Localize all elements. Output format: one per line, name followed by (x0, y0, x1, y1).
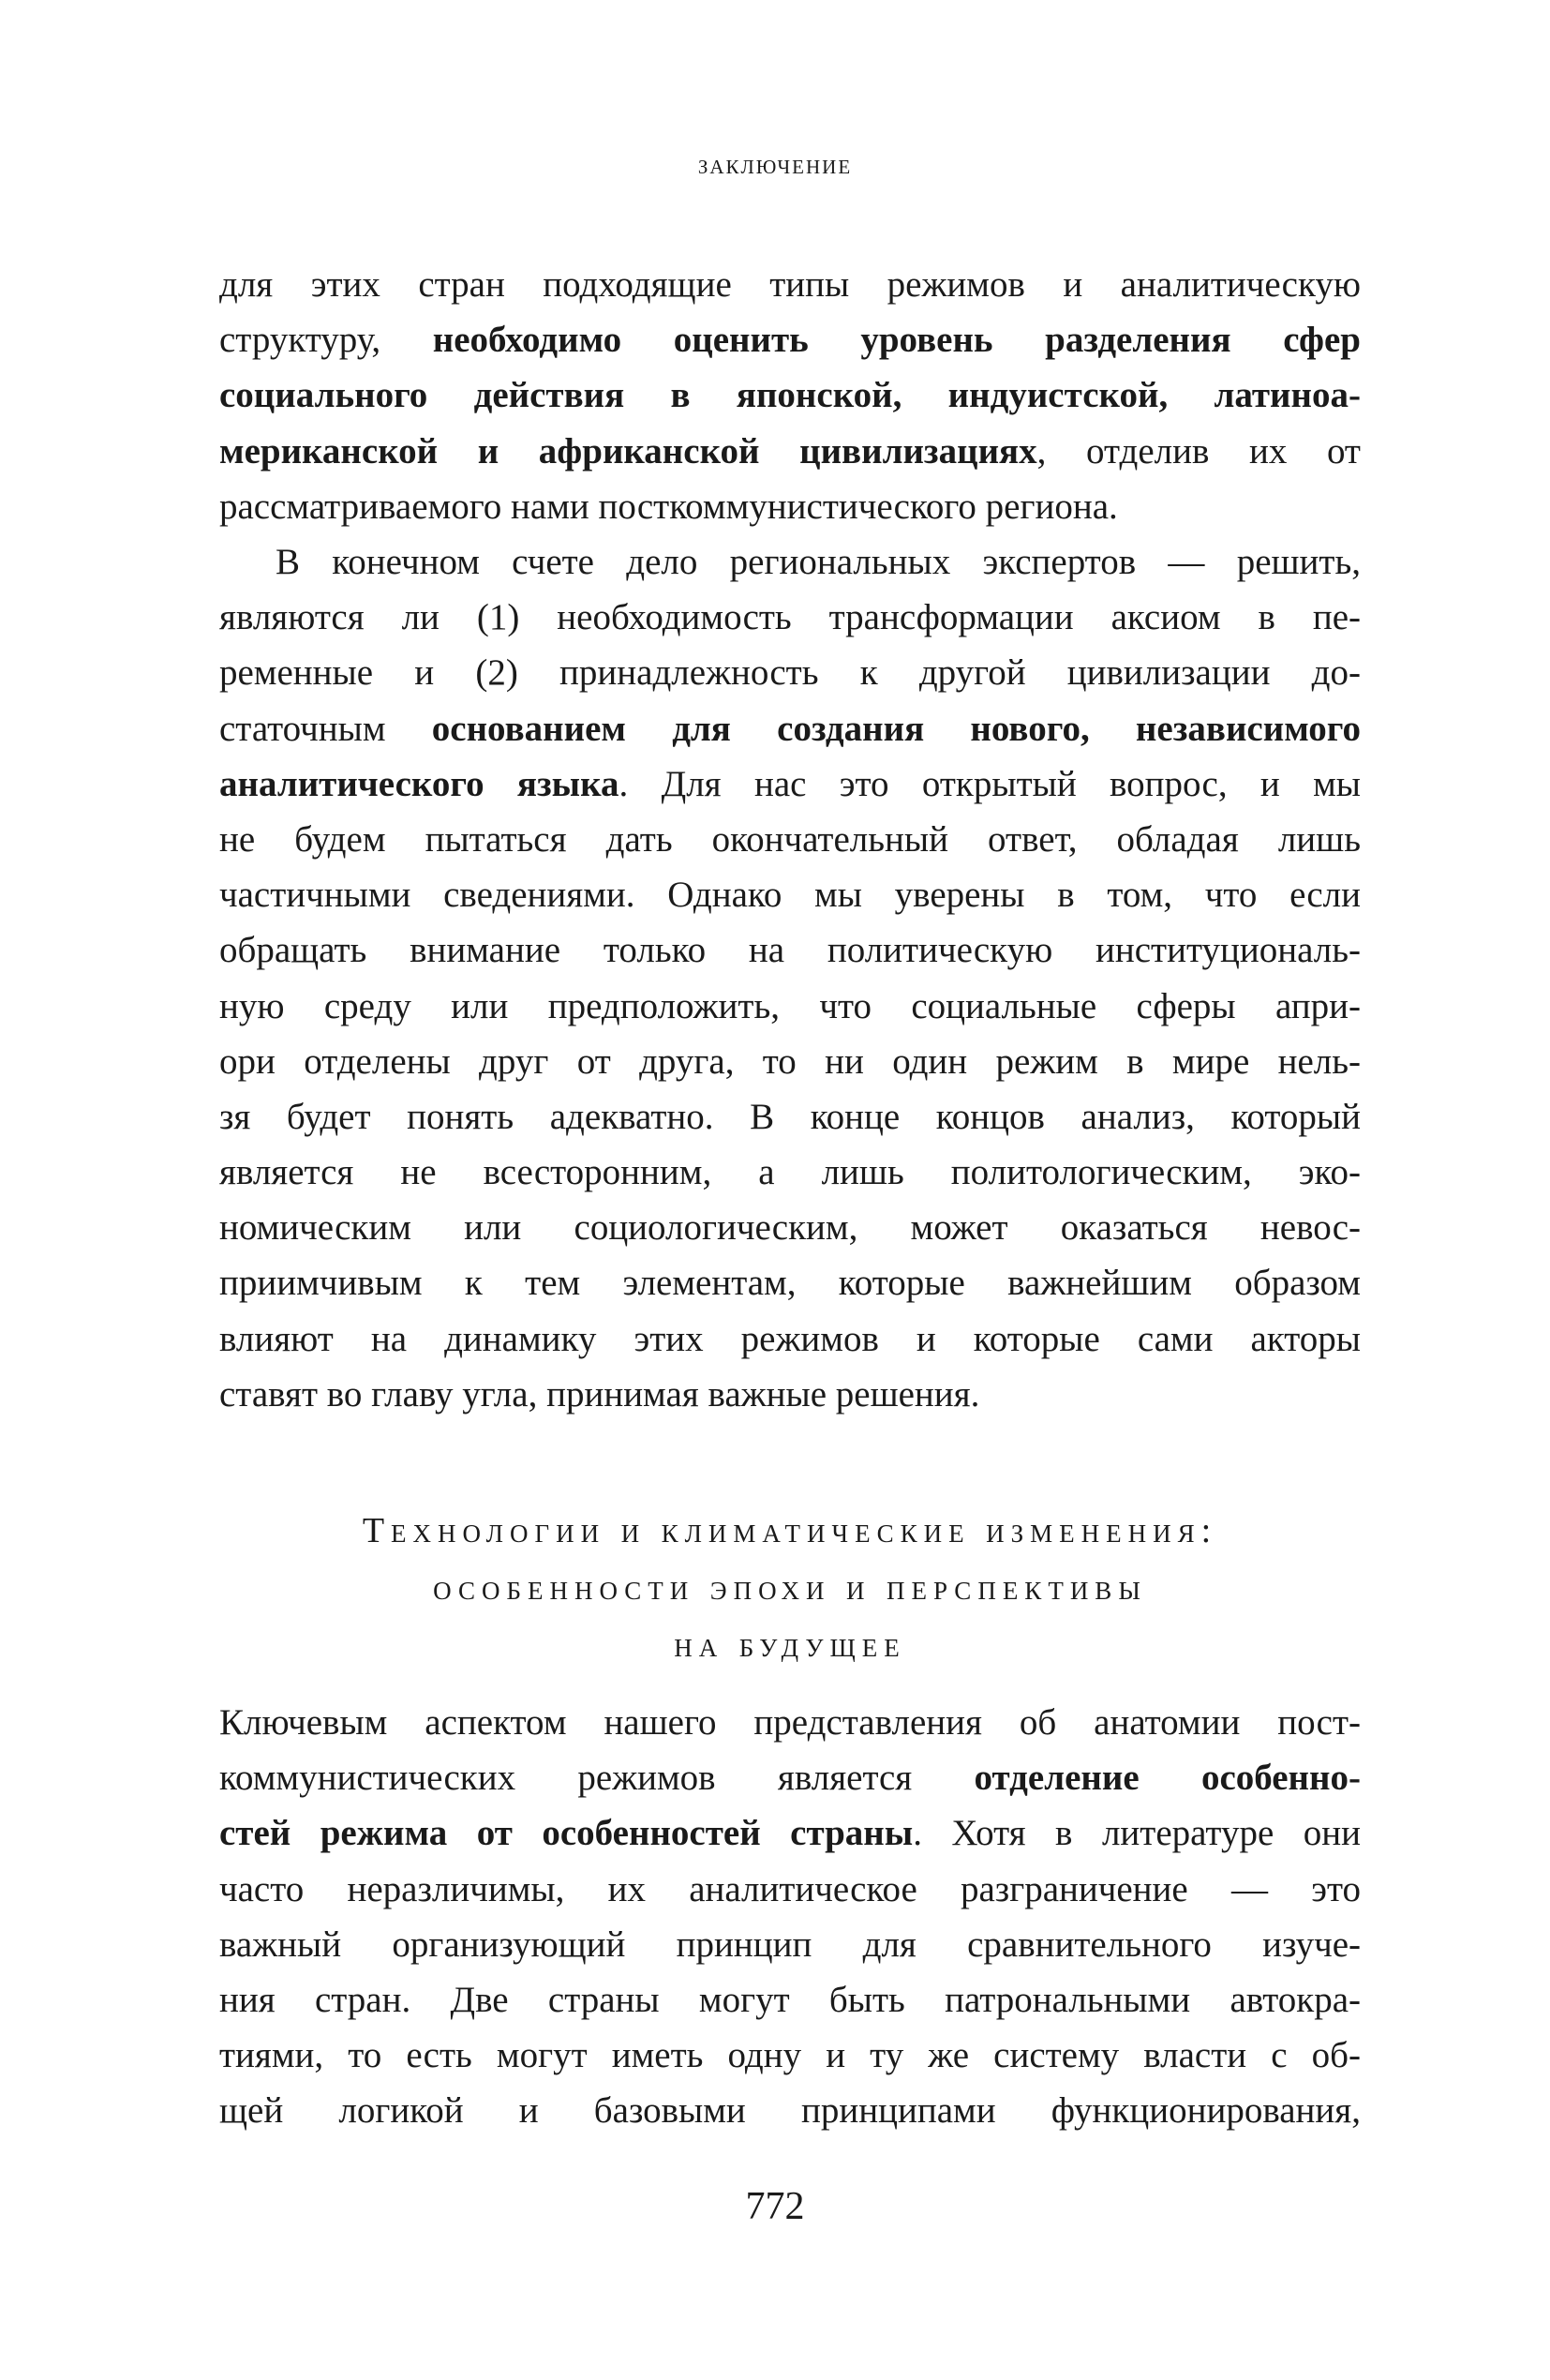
text-line (219, 1862, 1361, 1917)
text-run: ставят во главу угла, принимая важные решения. (219, 1373, 980, 1415)
text-line (219, 922, 1361, 978)
text-run: тиями, то есть могут иметь одну и ту же систему власти с об- (219, 2035, 1361, 2076)
section-heading-line: Технологии и климатические изменения: (362, 1511, 1218, 1550)
bold-text: аналитического языка (219, 763, 619, 804)
text-run: приимчивым к тем элементам, которые важнейшим образом (219, 1263, 1361, 1304)
text-run: частичными сведениями. Однако мы уверены в том, что если (219, 875, 1361, 916)
text-run: статочным (219, 708, 432, 749)
text-line (219, 1311, 1361, 1367)
text-line (219, 645, 1361, 700)
text-line (219, 1972, 1361, 2028)
text-line (219, 1805, 1361, 1861)
text-line (219, 812, 1361, 867)
text-run: часто неразличимы, их аналитическое разграничение — это (219, 1868, 1361, 1909)
text-line (219, 979, 1361, 1034)
section-heading-line: на будущее (674, 1625, 906, 1665)
text-line (219, 1034, 1361, 1089)
text-run: рассматриваемого нами посткоммунистического региона. (219, 486, 1118, 527)
bold-text: мериканской и африканской цивилизациях (219, 430, 1037, 472)
bold-text: социального действия в японской, индуистской, латиноа- (219, 375, 1361, 416)
text-run: ременные и (2) принадлежность к другой цивилизации до- (219, 652, 1361, 694)
running-head: ЗАКЛЮЧЕНИЕ (697, 156, 853, 178)
text-run: являются ли (1) необходимость трансформации аксиом в пе- (219, 597, 1361, 638)
text-run: Ключевым аспектом нашего представления об анатомии пост- (219, 1702, 1361, 1743)
text-run: щей логикой и базовыми принципами функционирования, (219, 2090, 1361, 2132)
text-run: является не всесторонним, а лишь политологическим, эко- (219, 1152, 1361, 1193)
text-line (219, 367, 1361, 423)
page-number: 772 (745, 2185, 805, 2228)
text-line (219, 701, 1361, 756)
text-line (219, 1145, 1361, 1200)
text-line (219, 2028, 1361, 2083)
text-run: не будем пытаться дать окончательный ответ, обладая лишь (219, 818, 1361, 860)
paragraph-1 (219, 257, 1361, 534)
text-run: ния стран. Две страны могут быть патрональными автокра- (219, 1979, 1361, 2020)
text-line (219, 1255, 1361, 1310)
text-line (219, 590, 1361, 645)
text-line (219, 2083, 1361, 2138)
text-run: . Хотя в литературе они (913, 1813, 1361, 1854)
text-run: важный организующий принцип для сравнительного изуче- (219, 1923, 1361, 1965)
bold-text: стей режима от особенностей страны (219, 1813, 914, 1854)
text-run: , отделив их от (1036, 430, 1361, 472)
text-run: зя будет понять адекватно. В конце концов анализ, который (219, 1096, 1361, 1137)
text-run: номическим или социологическим, может оказаться невос- (219, 1207, 1361, 1249)
text-line (219, 479, 1361, 534)
text-line (219, 534, 1361, 590)
text-run: В конечном счете дело региональных экспертов — решить, (276, 542, 1361, 582)
bold-text: отделение особенно- (974, 1758, 1361, 1799)
text-line (219, 312, 1361, 367)
text-line (219, 1750, 1361, 1805)
bold-text: основанием для создания нового, независимого (431, 708, 1361, 749)
text-line (219, 257, 1361, 312)
text-run: . Для нас это открытый вопрос, и мы (619, 763, 1361, 804)
bold-text: необходимо оценить уровень разделения сфер (432, 320, 1361, 361)
paragraph-3 (219, 1695, 1361, 2139)
text-line (219, 1089, 1361, 1145)
text-run: структуру, (219, 320, 433, 361)
text-run: коммунистических режимов является (219, 1758, 975, 1799)
section-heading-line: особенности эпохи и перспективы (433, 1568, 1147, 1608)
text-line (219, 1917, 1361, 1972)
text-run: для этих стран подходящие типы режимов и аналитическую (219, 264, 1361, 305)
paragraph-2 (219, 534, 1361, 1422)
text-line (219, 1695, 1361, 1750)
text-line (219, 1200, 1361, 1255)
text-run: ную среду или предположить, что социальные сферы апри- (219, 985, 1361, 1026)
section-heading (219, 1503, 1361, 1674)
text-run: ори отделены друг от друга, то ни один режим в мире нель- (219, 1040, 1361, 1082)
text-line (219, 1367, 1361, 1422)
text-run: влияют на динамику этих режимов и которые сами акторы (219, 1318, 1361, 1359)
text-line (219, 424, 1361, 479)
text-line (219, 756, 1361, 812)
text-run: обращать внимание только на политическую институциональ- (219, 930, 1361, 971)
text-line (219, 867, 1361, 922)
